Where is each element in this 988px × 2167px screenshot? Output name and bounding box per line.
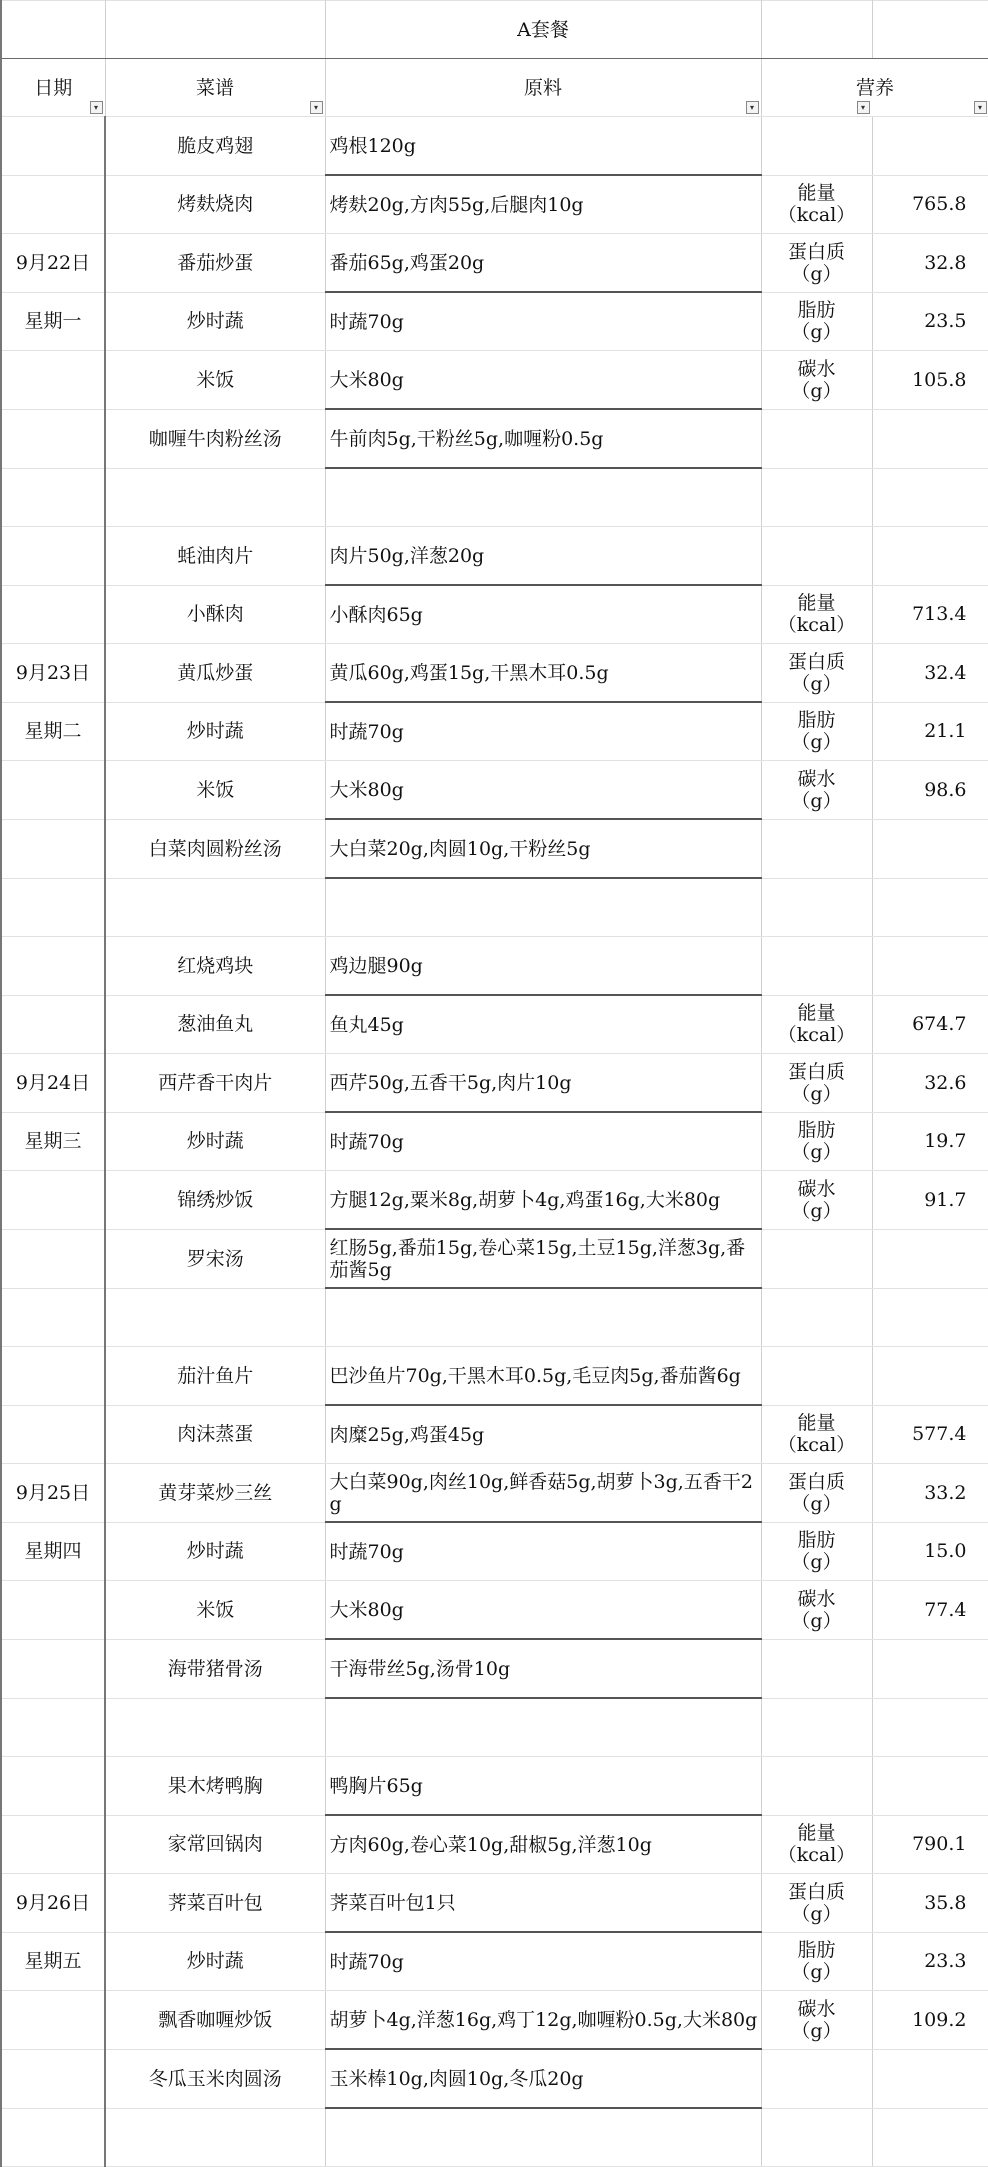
table-row: [1, 1347, 988, 1406]
date-cell-blank: [1, 117, 105, 176]
nutrition-label: 碳水 （g）: [791, 357, 842, 402]
table-row: [1, 1991, 988, 2050]
table-row: [1, 1932, 988, 1991]
ingredients-cell: [325, 1698, 761, 1757]
date-cell-blank: [1, 937, 105, 996]
ingredients-cell: 玉米棒10g,肉圆10g,冬瓜20g: [325, 2049, 761, 2108]
nutrition-label-cell: [761, 1815, 872, 1874]
dish-name-cell: 米饭: [105, 761, 325, 820]
title-cell-blank: [105, 1, 325, 59]
date-cell-blank: [1, 175, 105, 234]
nutrition-value-blank: [872, 937, 988, 996]
ingredients-cell: 时蔬70g: [325, 292, 761, 351]
date-cell-blank: [1, 351, 105, 410]
nutrition-label-cell: [761, 995, 872, 1054]
table-row: [1, 1522, 988, 1581]
nutrition-label-blank: [761, 2049, 872, 2108]
ingredients-cell: 鸡根120g: [325, 117, 761, 176]
dish-name-cell: 肉沫蒸蛋: [105, 1405, 325, 1464]
nutrition-label-blank: [761, 1639, 872, 1698]
dish-name-cell: 炒时蔬: [105, 1112, 325, 1171]
dish-name-cell: 米饭: [105, 351, 325, 410]
nutrition-label: 脂肪 （g）: [791, 1119, 842, 1164]
nutrition-label: 蛋白质 （g）: [787, 1880, 845, 1925]
nutrition-label-cell: [761, 644, 872, 703]
table-row: [1, 1229, 988, 1288]
dish-name-cell: [105, 468, 325, 527]
nutrition-label-blank: [761, 409, 872, 468]
nutrition-value-cell: 23.3: [872, 1932, 988, 1991]
nutrition-label: 脂肪 （g）: [791, 1939, 842, 1984]
nutrition-label: 碳水 （g）: [791, 767, 842, 812]
weekday-cell: 星期三: [1, 1112, 105, 1171]
date-cell-blank: [1, 819, 105, 878]
table-row: [1, 2049, 988, 2108]
dish-name-cell: 黄瓜炒蛋: [105, 644, 325, 703]
nutrition-label-cell: [761, 1464, 872, 1523]
title-cell-blank: [872, 1, 988, 59]
nutrition-value-blank: [872, 819, 988, 878]
nutrition-label: 碳水 （g）: [791, 1177, 842, 1222]
header-nutrition-label: 营养: [855, 76, 894, 99]
dish-name-cell: 番茄炒蛋: [105, 234, 325, 293]
date-cell-blank: [1, 1757, 105, 1816]
nutrition-label-blank: [761, 1347, 872, 1406]
nutrition-value-cell: 577.4: [872, 1405, 988, 1464]
nutrition-label-cell: [761, 1405, 872, 1464]
dish-name-cell: [105, 1698, 325, 1757]
table-row: [1, 1815, 988, 1874]
nutrition-label-cell: [761, 175, 872, 234]
date-cell-blank: [1, 468, 105, 527]
nutrition-label-cell: [761, 1112, 872, 1171]
nutrition-label-blank: [761, 468, 872, 527]
date-cell-blank: [1, 2049, 105, 2108]
nutrition-value-blank: [872, 1347, 988, 1406]
ingredients-cell: 大米80g: [325, 1581, 761, 1640]
dish-name-cell: 脆皮鸡翅: [105, 117, 325, 176]
table-row: [1, 409, 988, 468]
nutrition-value-cell: 23.5: [872, 292, 988, 351]
weekday-cell: 星期五: [1, 1932, 105, 1991]
date-cell-blank: [1, 761, 105, 820]
dish-name-cell: 荠菜百叶包: [105, 1874, 325, 1933]
dish-name-cell: 茄汁鱼片: [105, 1347, 325, 1406]
ingredients-cell: 小酥肉65g: [325, 585, 761, 644]
nutrition-label-cell: [761, 292, 872, 351]
nutrition-label-blank: [761, 819, 872, 878]
ingredients-cell: 时蔬70g: [325, 1522, 761, 1581]
ingredients-cell: 方肉60g,卷心菜10g,甜椒5g,洋葱10g: [325, 1815, 761, 1874]
ingredients-cell: 鱼丸45g: [325, 995, 761, 1054]
nutrition-label: 脂肪 （g）: [791, 709, 842, 754]
date-cell-blank: [1, 1698, 105, 1757]
header-nutrition: [761, 59, 988, 117]
date-cell-blank: [1, 1991, 105, 2050]
dish-name-cell: 炒时蔬: [105, 702, 325, 761]
nutrition-value-cell: 32.4: [872, 644, 988, 703]
date-cell-blank: [1, 1815, 105, 1874]
nutrition-label: 碳水 （g）: [791, 1997, 842, 2042]
ingredients-cell: 方腿12g,粟米8g,胡萝卜4g,鸡蛋16g,大米80g: [325, 1171, 761, 1230]
date-cell-blank: [1, 585, 105, 644]
ingredients-cell: 胡萝卜4g,洋葱16g,鸡丁12g,咖喱粉0.5g,大米80g: [325, 1991, 761, 2050]
ingredients-cell: [325, 1288, 761, 1347]
date-cell-blank: [1, 1405, 105, 1464]
nutrition-value-cell: 98.6: [872, 761, 988, 820]
nutrition-value-blank: [872, 117, 988, 176]
nutrition-label: 蛋白质 （g）: [787, 1060, 845, 1105]
table-row: [1, 1288, 988, 1347]
filter-dropdown-icon[interactable]: ▾: [746, 101, 759, 114]
date-cell: 9月23日: [1, 644, 105, 703]
dish-name-cell: 咖喱牛肉粉丝汤: [105, 409, 325, 468]
nutrition-label-cell: [761, 1874, 872, 1933]
nutrition-label: 能量 （kcal）: [777, 182, 856, 227]
dish-name-cell: 飘香咖喱炒饭: [105, 1991, 325, 2050]
table-row: [1, 234, 988, 293]
nutrition-value-blank: [872, 2108, 988, 2167]
date-cell-blank: [1, 878, 105, 937]
nutrition-value-blank: [872, 1757, 988, 1816]
date-cell-blank: [1, 1171, 105, 1230]
dish-name-cell: 锦绣炒饭: [105, 1171, 325, 1230]
table-row: [1, 2108, 988, 2167]
table-row: [1, 1464, 988, 1523]
nutrition-label-cell: [761, 585, 872, 644]
filter-dropdown-icon[interactable]: ▾: [974, 101, 987, 114]
table-row: [1, 819, 988, 878]
ingredients-cell: 大白菜90g,肉丝10g,鲜香菇5g,胡萝卜3g,五香干2g: [325, 1464, 761, 1523]
ingredients-cell: 大米80g: [325, 351, 761, 410]
dish-name-cell: 炒时蔬: [105, 1522, 325, 1581]
dish-name-cell: 西芹香干肉片: [105, 1054, 325, 1113]
ingredients-cell: 烤麸20g,方肉55g,后腿肉10g: [325, 175, 761, 234]
nutrition-label-blank: [761, 1229, 872, 1288]
table-row: [1, 1405, 988, 1464]
nutrition-value-blank: [872, 878, 988, 937]
dish-name-cell: 蚝油肉片: [105, 527, 325, 586]
table-row: [1, 1639, 988, 1698]
nutrition-label-blank: [761, 1757, 872, 1816]
nutrition-label-blank: [761, 1698, 872, 1757]
dish-name-cell: 冬瓜玉米肉圆汤: [105, 2049, 325, 2108]
filter-dropdown-icon[interactable]: ▾: [857, 101, 870, 114]
nutrition-value-cell: 32.8: [872, 234, 988, 293]
table-row: [1, 292, 988, 351]
nutrition-label: 能量 （kcal）: [777, 1002, 856, 1047]
weekday-cell: 星期二: [1, 702, 105, 761]
date-cell-blank: [1, 1288, 105, 1347]
nutrition-label-cell: [761, 761, 872, 820]
date-cell-blank: [1, 1229, 105, 1288]
date-cell-blank: [1, 1581, 105, 1640]
nutrition-value-blank: [872, 409, 988, 468]
header-ingredients: [325, 59, 761, 117]
nutrition-value-cell: 105.8: [872, 351, 988, 410]
nutrition-label-blank: [761, 2108, 872, 2167]
ingredients-cell: 时蔬70g: [325, 1112, 761, 1171]
weekday-cell: 星期四: [1, 1522, 105, 1581]
dish-name-cell: 黄芽菜炒三丝: [105, 1464, 325, 1523]
ingredients-cell: [325, 2108, 761, 2167]
nutrition-value-cell: 790.1: [872, 1815, 988, 1874]
ingredients-cell: 大白菜20g,肉圆10g,干粉丝5g: [325, 819, 761, 878]
dish-name-cell: 海带猪骨汤: [105, 1639, 325, 1698]
nutrition-label-blank: [761, 117, 872, 176]
table-row: [1, 1054, 988, 1113]
nutrition-label-cell: [761, 351, 872, 410]
dish-name-cell: 炒时蔬: [105, 1932, 325, 1991]
ingredients-cell: 大米80g: [325, 761, 761, 820]
nutrition-value-cell: 109.2: [872, 1991, 988, 2050]
table-row: [1, 175, 988, 234]
nutrition-value-blank: [872, 527, 988, 586]
dish-name-cell: [105, 878, 325, 937]
nutrition-label: 脂肪 （g）: [791, 1529, 842, 1574]
ingredients-cell: [325, 878, 761, 937]
table-row: [1, 527, 988, 586]
header-ingredients-label: 原料: [523, 76, 562, 99]
ingredients-cell: 黄瓜60g,鸡蛋15g,干黑木耳0.5g: [325, 644, 761, 703]
nutrition-label-cell: [761, 1932, 872, 1991]
table-row: [1, 878, 988, 937]
table-row: [1, 761, 988, 820]
filter-dropdown-icon[interactable]: ▾: [310, 101, 323, 114]
date-cell-blank: [1, 2108, 105, 2167]
nutrition-label: 蛋白质 （g）: [787, 650, 845, 695]
dish-name-cell: 果木烤鸭胸: [105, 1757, 325, 1816]
nutrition-label-cell: [761, 1991, 872, 2050]
table-row: [1, 1757, 988, 1816]
date-cell: 9月25日: [1, 1464, 105, 1523]
table-row: [1, 702, 988, 761]
nutrition-label-cell: [761, 1171, 872, 1230]
date-cell: 9月24日: [1, 1054, 105, 1113]
table-row: [1, 468, 988, 527]
nutrition-value-cell: 35.8: [872, 1874, 988, 1933]
nutrition-value-cell: 674.7: [872, 995, 988, 1054]
table-row: [1, 1112, 988, 1171]
date-cell: 9月22日: [1, 234, 105, 293]
ingredients-cell: 番茄65g,鸡蛋20g: [325, 234, 761, 293]
nutrition-label-blank: [761, 878, 872, 937]
table-row: [1, 1698, 988, 1757]
nutrition-label: 蛋白质 （g）: [787, 240, 845, 285]
nutrition-label: 碳水 （g）: [791, 1587, 842, 1632]
nutrition-value-cell: 15.0: [872, 1522, 988, 1581]
dish-name-cell: 葱油鱼丸: [105, 995, 325, 1054]
dish-name-cell: 烤麸烧肉: [105, 175, 325, 234]
nutrition-label: 能量 （kcal）: [777, 592, 856, 637]
ingredients-cell: 牛前肉5g,干粉丝5g,咖喱粉0.5g: [325, 409, 761, 468]
date-cell-blank: [1, 409, 105, 468]
dish-name-cell: 罗宋汤: [105, 1229, 325, 1288]
ingredients-cell: 时蔬70g: [325, 702, 761, 761]
dish-name-cell: 红烧鸡块: [105, 937, 325, 996]
nutrition-label-cell: [761, 1581, 872, 1640]
dish-name-cell: 米饭: [105, 1581, 325, 1640]
nutrition-label-cell: [761, 702, 872, 761]
dish-name-cell: [105, 1288, 325, 1347]
nutrition-value-blank: [872, 2049, 988, 2108]
nutrition-value-cell: 21.1: [872, 702, 988, 761]
weekday-cell: 星期一: [1, 292, 105, 351]
nutrition-value-blank: [872, 1698, 988, 1757]
nutrition-label-blank: [761, 527, 872, 586]
date-cell-blank: [1, 1347, 105, 1406]
nutrition-value-cell: 19.7: [872, 1112, 988, 1171]
nutrition-value-cell: 713.4: [872, 585, 988, 644]
table-row: [1, 644, 988, 703]
dish-name-cell: [105, 2108, 325, 2167]
table-row: [1, 585, 988, 644]
nutrition-value-cell: 32.6: [872, 1054, 988, 1113]
nutrition-label: 脂肪 （g）: [791, 299, 842, 344]
table-row: [1, 995, 988, 1054]
date-cell-blank: [1, 1639, 105, 1698]
header-row: [1, 59, 988, 117]
ingredients-cell: [325, 468, 761, 527]
dish-name-cell: 小酥肉: [105, 585, 325, 644]
table-row: [1, 351, 988, 410]
header-date: [1, 59, 105, 117]
nutrition-label-blank: [761, 937, 872, 996]
menu-table-body: [1, 1, 988, 2167]
nutrition-value-cell: 77.4: [872, 1581, 988, 1640]
table-row: [1, 937, 988, 996]
filter-dropdown-icon[interactable]: ▾: [90, 101, 103, 114]
ingredients-cell: 巴沙鱼片70g,干黑木耳0.5g,毛豆肉5g,番茄酱6g: [325, 1347, 761, 1406]
nutrition-value-blank: [872, 1229, 988, 1288]
nutrition-value-blank: [872, 1288, 988, 1347]
title-cell-blank: [1, 1, 105, 59]
ingredients-cell: 肉糜25g,鸡蛋45g: [325, 1405, 761, 1464]
dish-name-cell: 炒时蔬: [105, 292, 325, 351]
date-cell: 9月26日: [1, 1874, 105, 1933]
nutrition-label: 能量 （kcal）: [777, 1412, 856, 1457]
nutrition-label: 蛋白质 （g）: [787, 1470, 845, 1515]
nutrition-label-cell: [761, 1522, 872, 1581]
nutrition-label-blank: [761, 1288, 872, 1347]
ingredients-cell: 鸡边腿90g: [325, 937, 761, 996]
dish-name-cell: 白菜肉圆粉丝汤: [105, 819, 325, 878]
table-row: [1, 117, 988, 176]
date-cell-blank: [1, 527, 105, 586]
ingredients-cell: 鸭胸片65g: [325, 1757, 761, 1816]
header-dish: [105, 59, 325, 117]
title-cell-blank: [761, 1, 872, 59]
nutrition-label-cell: [761, 1054, 872, 1113]
table-row: [1, 1581, 988, 1640]
table-row: [1, 1171, 988, 1230]
page-title: A套餐: [325, 1, 761, 59]
nutrition-value-blank: [872, 1639, 988, 1698]
nutrition-value-cell: 33.2: [872, 1464, 988, 1523]
ingredients-cell: 干海带丝5g,汤骨10g: [325, 1639, 761, 1698]
ingredients-cell: 西芹50g,五香干5g,肉片10g: [325, 1054, 761, 1113]
nutrition-label-cell: [761, 234, 872, 293]
dish-name-cell: 家常回锅肉: [105, 1815, 325, 1874]
nutrition-value-blank: [872, 468, 988, 527]
nutrition-label: 能量 （kcal）: [777, 1822, 856, 1867]
ingredients-cell: 肉片50g,洋葱20g: [325, 527, 761, 586]
nutrition-value-cell: 765.8: [872, 175, 988, 234]
header-date-label: 日期: [34, 76, 73, 99]
ingredients-cell: 时蔬70g: [325, 1932, 761, 1991]
date-cell-blank: [1, 995, 105, 1054]
title-row: [1, 1, 988, 59]
ingredients-cell: 红肠5g,番茄15g,卷心菜15g,土豆15g,洋葱3g,番茄酱5g: [325, 1229, 761, 1288]
nutrition-value-cell: 91.7: [872, 1171, 988, 1230]
ingredients-cell: 荠菜百叶包1只: [325, 1874, 761, 1933]
table-row: [1, 1874, 988, 1933]
header-dish-label: 菜谱: [195, 76, 234, 99]
